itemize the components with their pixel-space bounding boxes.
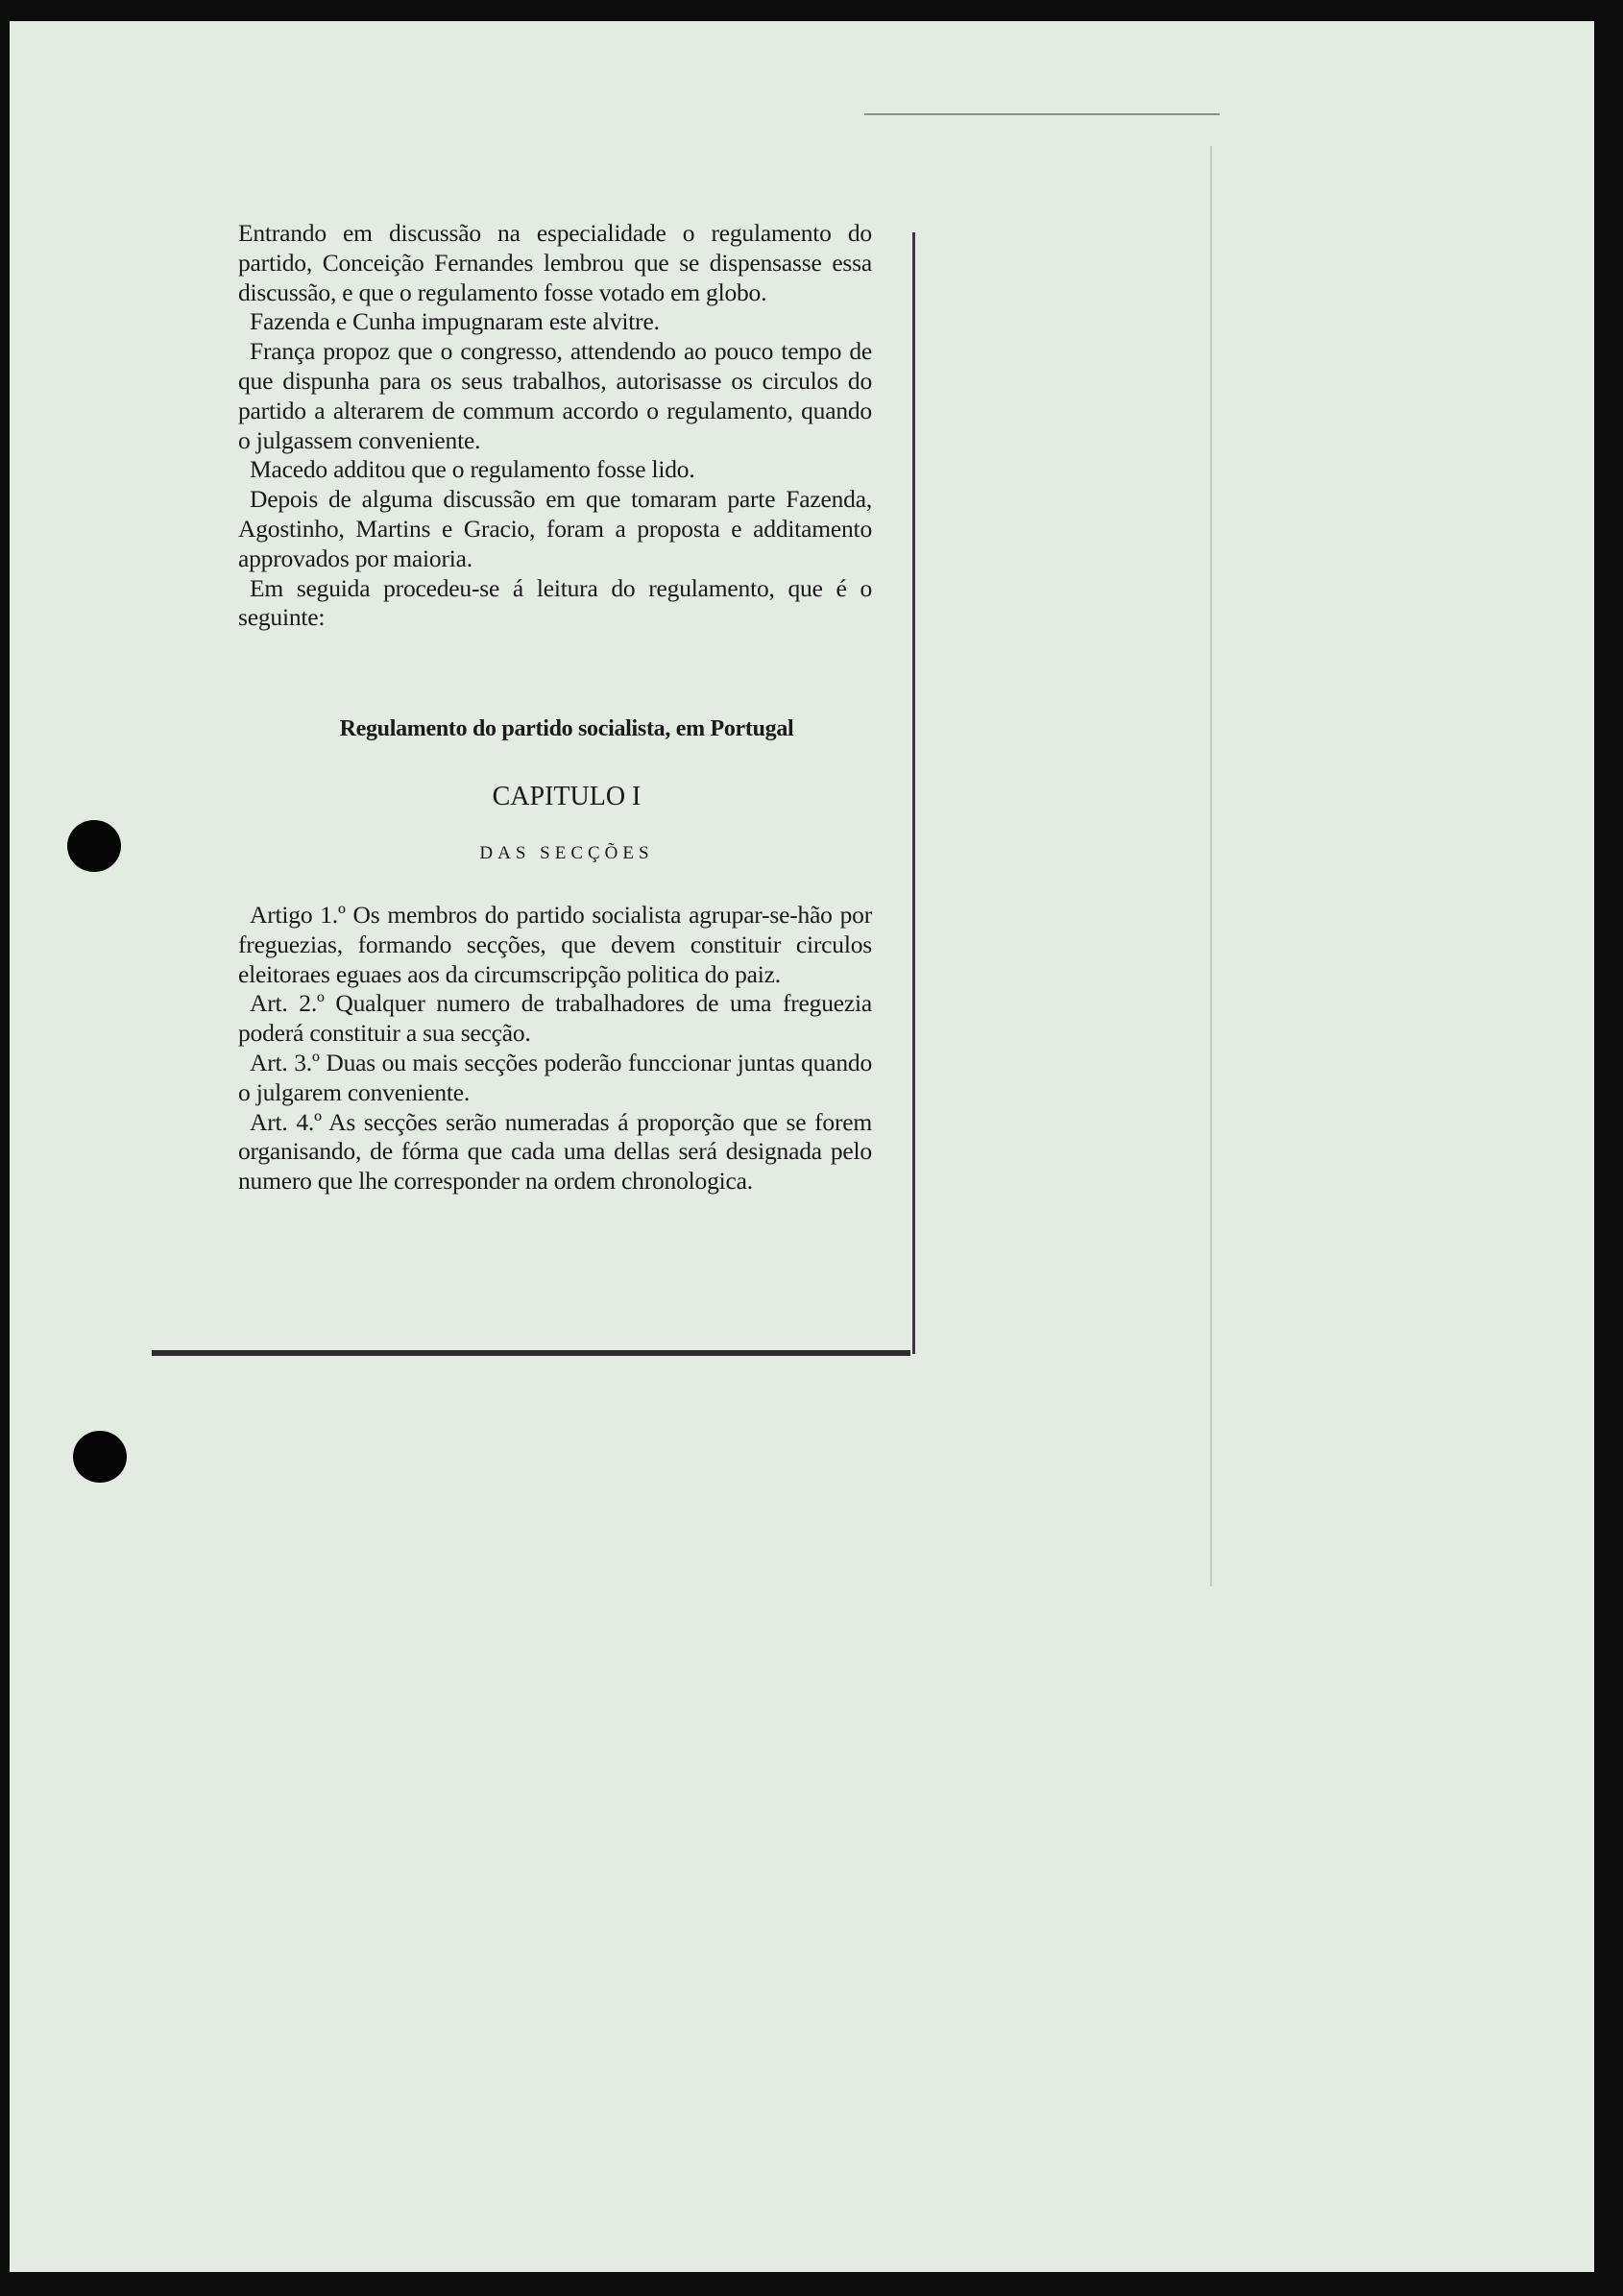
intro-text-block bbox=[238, 219, 872, 633]
section-title: DAS SECÇÕES bbox=[479, 843, 654, 863]
articles-block bbox=[238, 901, 872, 1196]
regulation-title: Regulamento do partido socialista, em Portugal bbox=[339, 716, 794, 741]
article-3: Art. 3.º Duas ou mais secções poderão funccionar juntas quando o julgarem conveniente. bbox=[238, 1048, 872, 1106]
clipping-bottom-rule bbox=[152, 1350, 910, 1356]
article-4: Art. 4.º As secções serão numeradas á proporção que se forem organisando, de fórma que cada uma dellas será designada pelo numero que lhe corresponder na ordem chronologica. bbox=[238, 1107, 872, 1196]
faint-right-line bbox=[1210, 146, 1212, 1586]
faint-top-line bbox=[864, 113, 1220, 115]
paragraph-5: Depois de alguma discussão em que tomaram parte Fazenda, Agostinho, Martins e Gracio, foram a proposta e additamento approvados por maioria. bbox=[238, 485, 872, 572]
paragraph-3: França propoz que o congresso, attendendo ao pouco tempo de que dispunha para os seus trabalhos, autorisasse os circulos do partido a alterarem de commum accordo o regulamento, quando o julgassem conveniente. bbox=[238, 337, 872, 454]
clipping-right-border bbox=[912, 232, 915, 1354]
paragraph-6: Em seguida procedeu-se á leitura do regulamento, que é o seguinte: bbox=[238, 573, 872, 632]
punch-hole-top bbox=[67, 820, 121, 872]
paragraph-2: Fazenda e Cunha impugnaram este alvitre. bbox=[250, 307, 660, 336]
article-1: Artigo 1.º Os membros do partido socialista agrupar-se-hão por freguezias, formando secções, que devem constituir circulos eleitoraes eguaes aos da circumscripção politica do paiz. bbox=[238, 901, 872, 988]
article-2: Art. 2.º Qualquer numero de trabalhadores de uma freguezia poderá constituir a sua secção. bbox=[238, 989, 872, 1048]
paragraph-1: Entrando em discussão na especialidade o regulamento do partido, Conceição Fernandes lembrou que se dispensasse essa discussão, e que o regulamento fosse votado em globo. bbox=[238, 219, 872, 306]
paragraph-4: Macedo additou que o regulamento fosse lido. bbox=[250, 455, 695, 484]
punch-hole-bottom bbox=[73, 1431, 127, 1483]
chapter-title: CAPITULO I bbox=[492, 782, 642, 811]
